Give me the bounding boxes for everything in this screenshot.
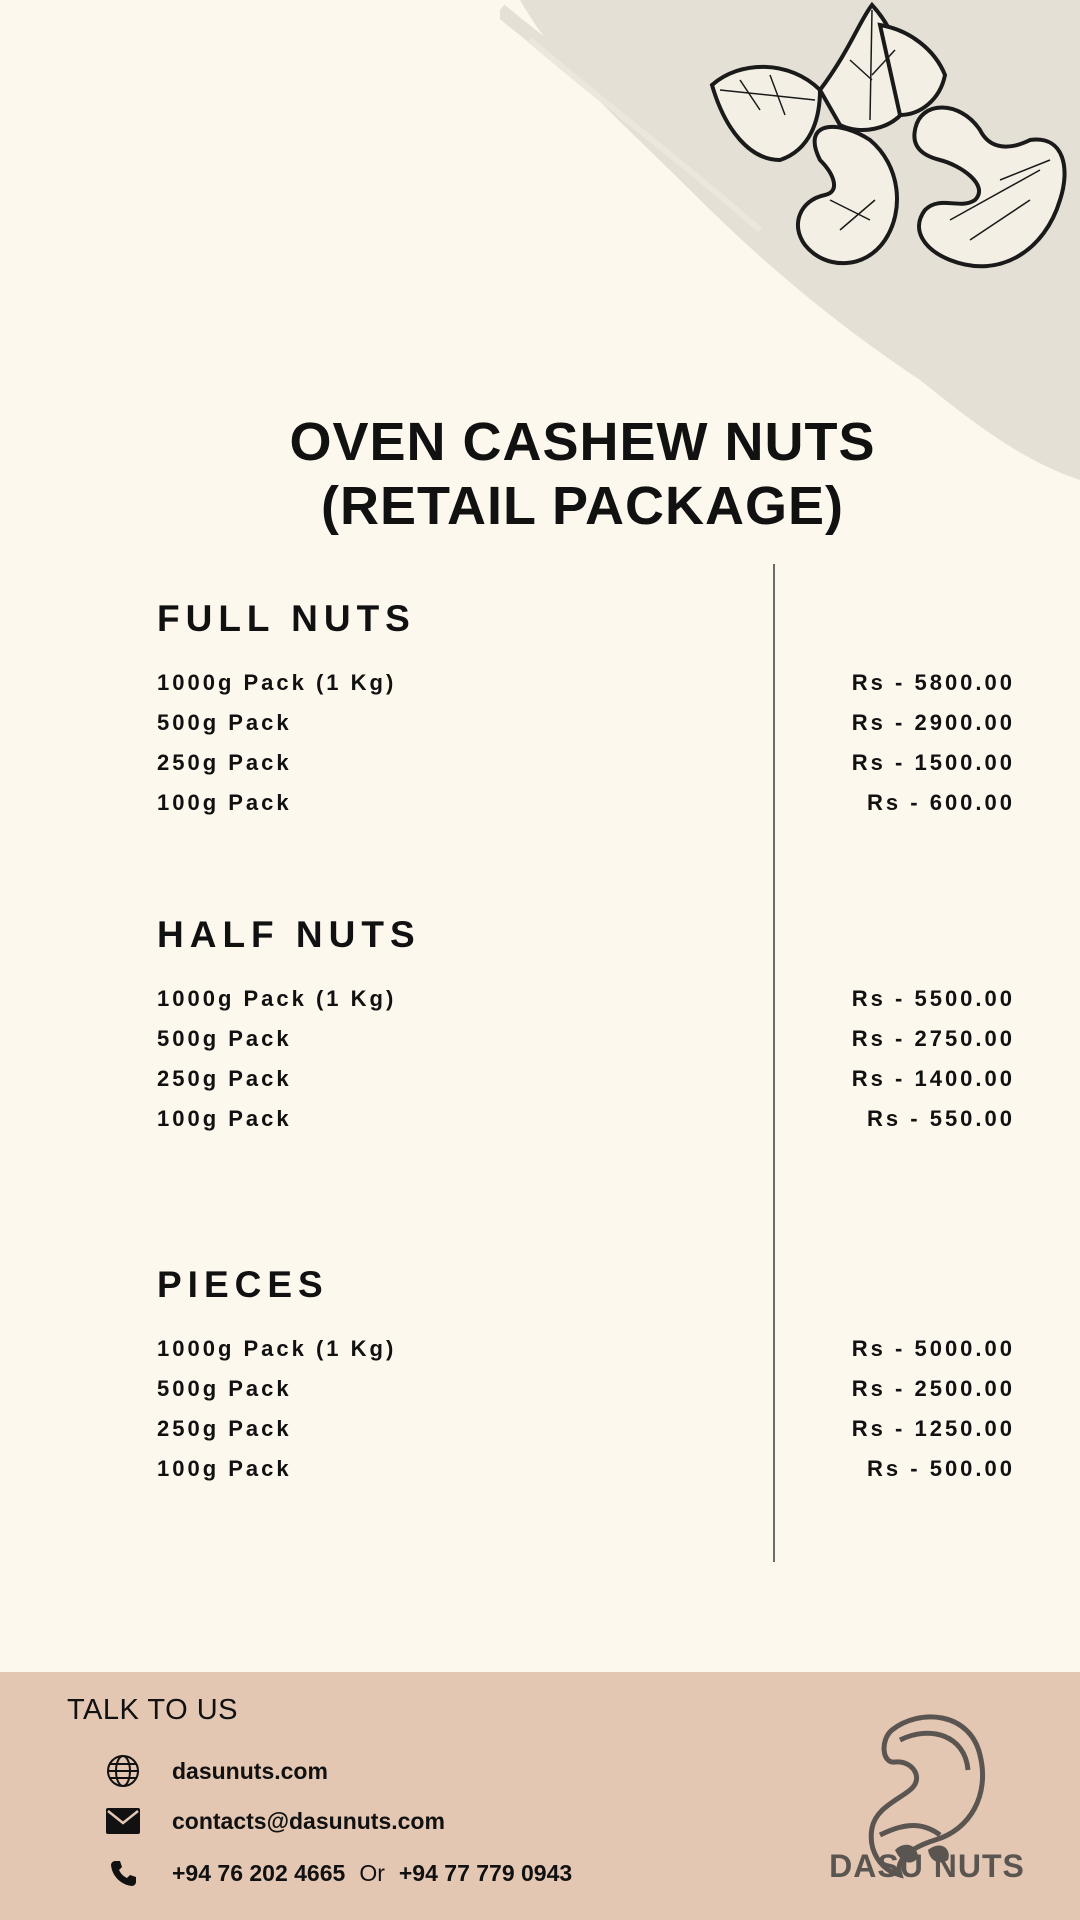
email-contact [104, 1804, 445, 1838]
section-title: PIECES [157, 1264, 329, 1305]
price-row [157, 1329, 1015, 1369]
pack-price: Rs - 1500.00 [851, 750, 1015, 775]
section-title: FULL NUTS [157, 598, 416, 639]
pack-label: 500g Pack [157, 1026, 292, 1051]
pack-price: Rs - 500.00 [867, 1456, 1015, 1481]
email-link[interactable]: contacts@dasunuts.com [172, 1807, 445, 1834]
pack-price: Rs - 600.00 [867, 790, 1015, 815]
website-contact [104, 1754, 328, 1788]
or-separator: Or [359, 1859, 385, 1886]
brand-name: DASU NUTS [829, 1848, 1025, 1884]
price-row [157, 1369, 1015, 1409]
pack-label: 500g Pack [157, 1376, 292, 1401]
pack-price: Rs - 2750.00 [851, 1026, 1015, 1051]
phone-number-1[interactable]: +94 76 202 4665 [172, 1859, 346, 1886]
price-row [157, 663, 1015, 703]
pack-price: Rs - 2900.00 [851, 710, 1015, 735]
section-full-nuts [157, 597, 1015, 823]
website-link[interactable]: dasunuts.com [172, 1757, 328, 1784]
phone-number-2[interactable]: +94 77 779 0943 [398, 1859, 573, 1886]
pack-label: 1000g Pack (1 Kg) [157, 1336, 397, 1361]
title-line-2: (RETAIL PACKAGE) [321, 476, 844, 536]
pack-label: 100g Pack [157, 790, 292, 815]
price-row [157, 743, 1015, 783]
pack-price: Rs - 1250.00 [851, 1416, 1015, 1441]
title-line-1: OVEN CASHEW NUTS [289, 412, 876, 472]
price-row [157, 783, 1015, 823]
pack-label: 250g Pack [157, 1066, 292, 1091]
price-row [157, 1449, 1015, 1489]
pack-price: Rs - 5000.00 [851, 1336, 1015, 1361]
pack-label: 100g Pack [157, 1106, 292, 1131]
price-row [157, 1099, 1015, 1139]
phone-icon [104, 1856, 142, 1890]
cashew-illustration [700, 0, 1080, 320]
pack-label: 500g Pack [157, 710, 292, 735]
price-row [157, 1019, 1015, 1059]
page-title [0, 410, 1080, 538]
talk-to-us-heading: TALK TO US [67, 1694, 238, 1726]
section-title: HALF NUTS [157, 914, 421, 955]
price-row [157, 979, 1015, 1019]
price-row [157, 703, 1015, 743]
pack-price: Rs - 5500.00 [851, 986, 1015, 1011]
pack-price: Rs - 5800.00 [851, 670, 1015, 695]
pack-label: 1000g Pack (1 Kg) [157, 670, 397, 695]
pack-label: 1000g Pack (1 Kg) [157, 986, 397, 1011]
phone-contact [104, 1856, 572, 1890]
section-half-nuts [157, 913, 1015, 1139]
pack-price: Rs - 550.00 [867, 1106, 1015, 1131]
footer-contact-band [0, 1672, 1080, 1920]
price-row [157, 1059, 1015, 1099]
pack-label: 250g Pack [157, 1416, 292, 1441]
section-pieces [157, 1263, 1015, 1489]
envelope-icon [104, 1804, 142, 1838]
pack-label: 100g Pack [157, 1456, 292, 1481]
globe-icon [104, 1754, 142, 1788]
pack-price: Rs - 1400.00 [851, 1066, 1015, 1091]
price-row [157, 1409, 1015, 1449]
pack-label: 250g Pack [157, 750, 292, 775]
pack-price: Rs - 2500.00 [851, 1376, 1015, 1401]
